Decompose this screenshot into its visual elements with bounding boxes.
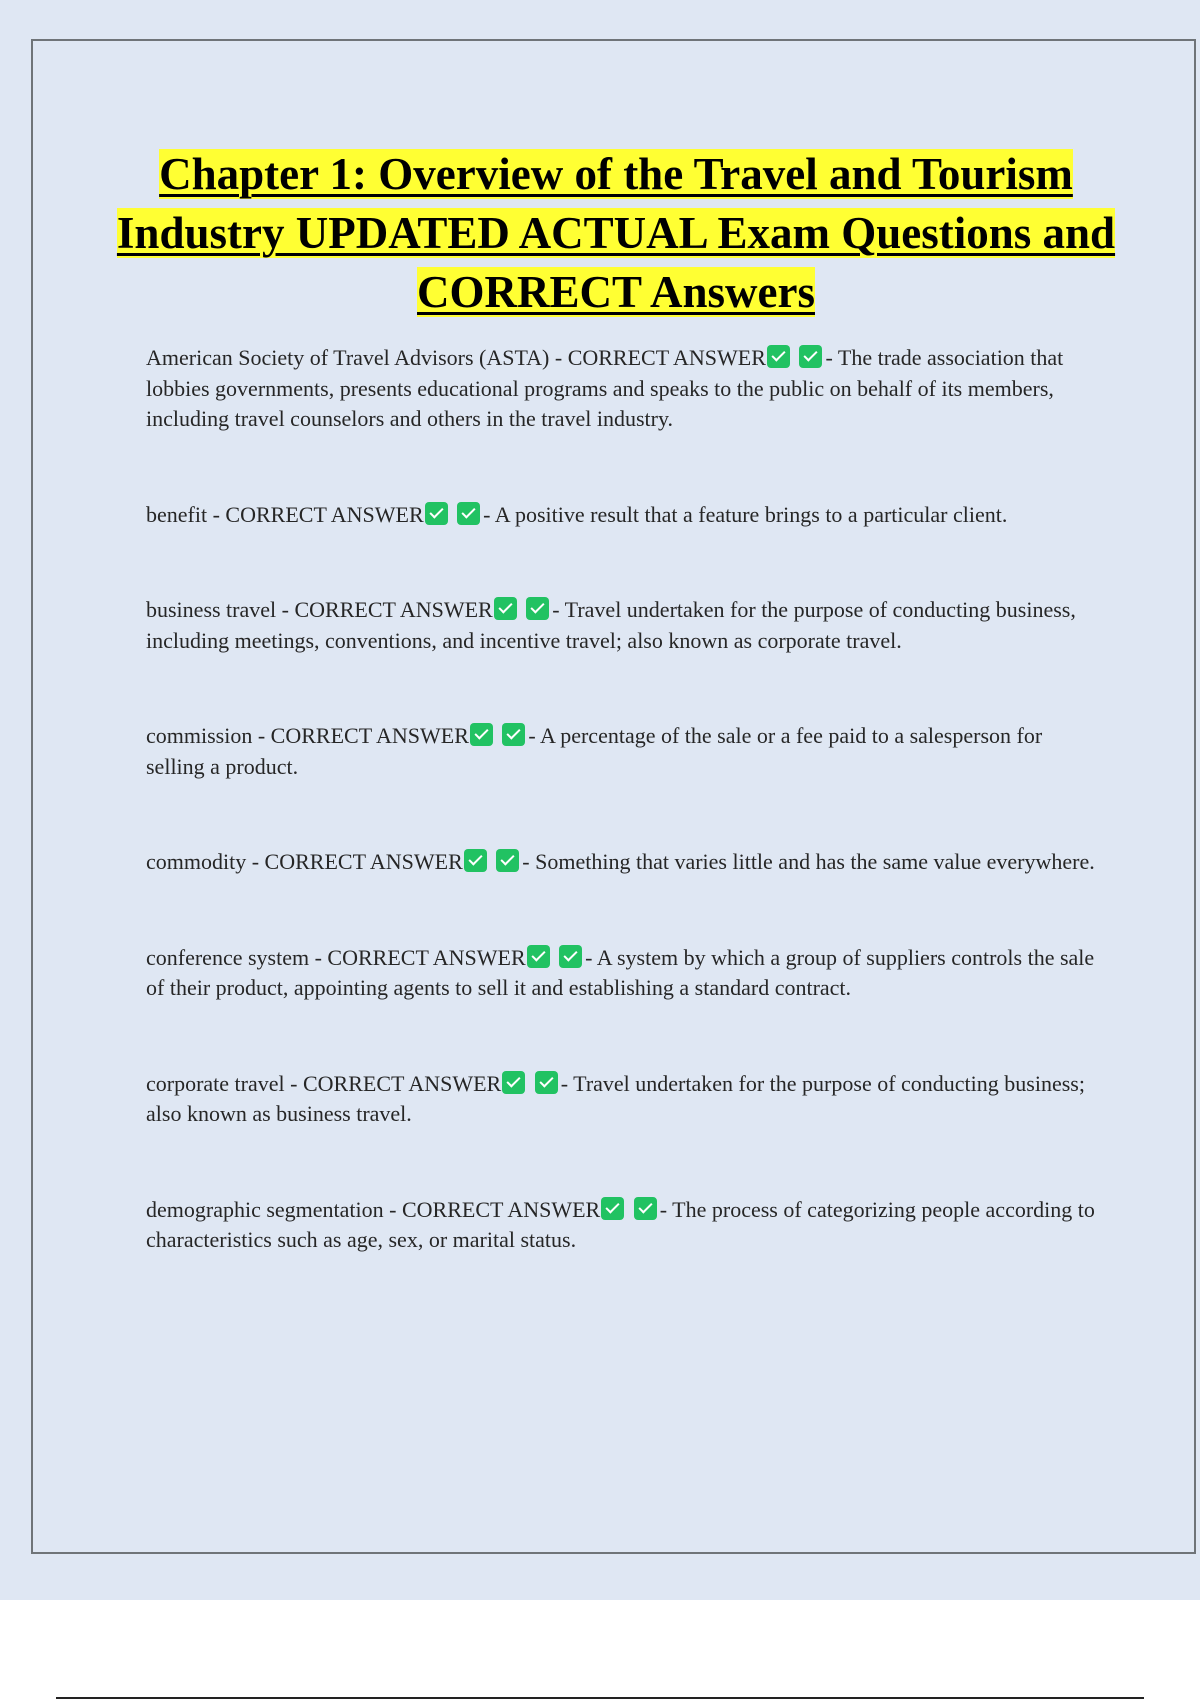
check-mark-icon (526, 597, 549, 620)
entry-definition: Something that varies little and has the same value everywhere. (535, 849, 1095, 874)
entry-term: conference system (146, 944, 310, 970)
glossary-entry: American Society of Travel Advisors (ASTA) - CORRECT ANSWER - The trade association that lobbies governments, presents educational programs and speaks to the public on behalf of its members, including travel counselors and others in the travel industry. (146, 345, 1064, 431)
entry-term: demographic segmentation (146, 1196, 384, 1222)
glossary-list (146, 343, 1106, 1321)
entry-definition: A positive result that a feature brings to a particular client. (494, 501, 1008, 527)
document-title-text: Chapter 1: Overview of the Travel and Tourism Industry UPDATED ACTUAL Exam Questions and CORRECT Answers (116, 149, 1116, 317)
entry-definition: The process of categorizing people according to characteristics such as age, sex, or marital status. (146, 1196, 1095, 1252)
glossary-entry: commodity - CORRECT ANSWER - Something that varies little and has the same value everywhere. (146, 849, 1095, 874)
answer-marker: CORRECT ANSWER (264, 849, 463, 874)
entry-term: commodity (146, 849, 247, 874)
answer-marker: CORRECT ANSWER (401, 1196, 601, 1222)
check-mark-icon (634, 1197, 657, 1220)
glossary-entry: commission - CORRECT ANSWER - A percentage of the sale or a fee paid to a salesperson for selling a product. (146, 723, 1043, 779)
glossary-entry: demographic segmentation - CORRECT ANSWER - The process of categorizing people according to characteristics such as age, sex, or marital status. (146, 1196, 1095, 1252)
entry-term: business travel (146, 597, 277, 622)
glossary-entry: corporate travel - CORRECT ANSWER - Travel undertaken for the purpose of conducting business; also known as business travel. (146, 1070, 1085, 1126)
check-mark-icon (470, 723, 493, 746)
check-mark-icon (496, 849, 519, 872)
check-mark-icon (502, 723, 525, 746)
footer-rule (56, 1697, 1144, 1699)
answer-marker: CORRECT ANSWER (302, 1070, 502, 1096)
entry-definition: The trade association that lobbies governments, presents educational programs and speaks to the public on behalf of its members, including travel counselors and others in the travel industry. (146, 345, 1064, 431)
answer-marker: CORRECT ANSWER (270, 723, 469, 748)
entry-term: corporate travel (146, 1070, 285, 1096)
check-mark-icon (535, 1071, 558, 1094)
check-mark-icon (464, 849, 487, 872)
check-mark-icon (527, 945, 550, 968)
glossary-entry: business travel - CORRECT ANSWER - Travel undertaken for the purpose of conducting business, including meetings, conventions, and incentive travel; also known as corporate travel. (146, 597, 1076, 653)
document-title (100, 145, 1132, 322)
glossary-entry: benefit - CORRECT ANSWER - A positive result that a feature brings to a particular client. (146, 501, 1008, 527)
glossary-entry: conference system - CORRECT ANSWER - A system by which a group of suppliers controls the sale of their product, appointing agents to sell it and establishing a standard contract. (146, 944, 1095, 1000)
entry-definition: A percentage of the sale or a fee paid to a salesperson for selling a product. (146, 723, 1043, 779)
answer-marker: CORRECT ANSWER (294, 597, 493, 622)
check-mark-icon (601, 1197, 624, 1220)
entry-definition: Travel undertaken for the purpose of conducting business; also known as business travel. (146, 1070, 1085, 1126)
check-mark-icon (457, 502, 480, 525)
answer-marker: CORRECT ANSWER (567, 345, 766, 370)
entry-term: commission (146, 723, 253, 748)
check-mark-icon (502, 1071, 525, 1094)
entry-term: benefit (146, 501, 208, 527)
check-mark-icon (425, 502, 448, 525)
check-mark-icon (494, 597, 517, 620)
answer-marker: CORRECT ANSWER (327, 944, 526, 970)
entry-definition: Travel undertaken for the purpose of conducting business, including meetings, conventions, and incentive travel; also known as corporate travel. (146, 597, 1076, 653)
entry-term: American Society of Travel Advisors (ASTA) (146, 345, 550, 370)
entry-definition: A system by which a group of suppliers controls the sale of their product, appointing agents to sell it and establishing a standard contract. (146, 944, 1095, 1000)
check-mark-icon (799, 345, 822, 368)
answer-marker: CORRECT ANSWER (225, 501, 424, 527)
check-mark-icon (559, 945, 582, 968)
check-mark-icon (767, 345, 790, 368)
